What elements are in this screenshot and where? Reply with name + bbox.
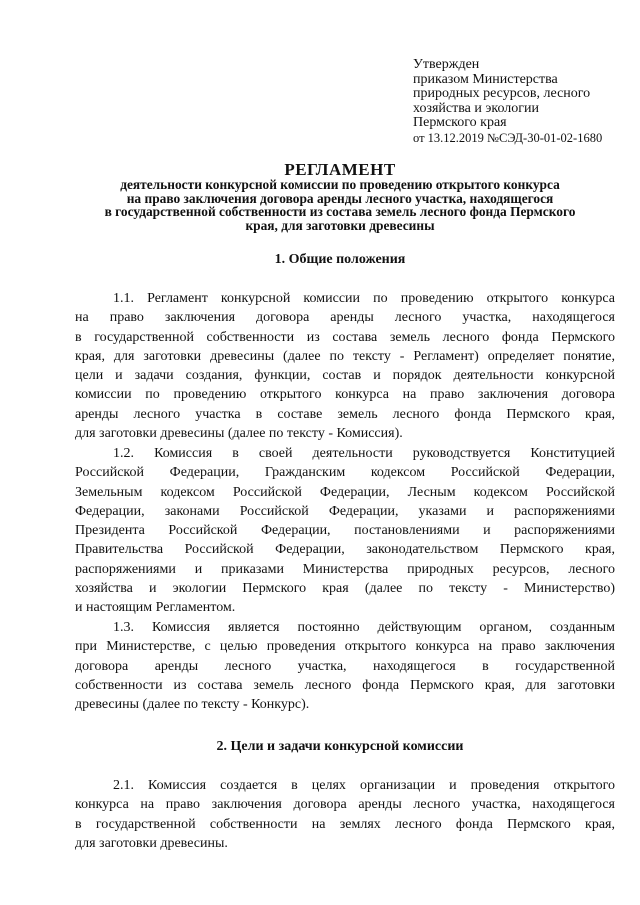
text-line: 2.1. Комиссия создается в целях организации и проведения открытого <box>113 778 615 793</box>
approval-stamp <box>413 58 637 145</box>
subtitle-line: на право заключения договора аренды лесного участка, находящегося <box>126 190 554 206</box>
text-line: для заготовки древесины. <box>75 835 228 851</box>
text-line: конкурса на право заключения договора аренды лесного участка, находящегося <box>75 797 615 813</box>
approval-date: от 13.12.2019 №СЭД-30-01-02-1680 <box>413 130 603 145</box>
text-line: для заготовки древесины (далее по тексту - Комиссия). <box>75 426 403 442</box>
paragraph-1-3 <box>75 618 615 714</box>
text-line: собственности из состава земель лесного фонда Пермского края, для заготовки <box>75 677 615 693</box>
paragraph-2-1 <box>75 776 615 853</box>
approval-line: хозяйства и экологии <box>413 100 540 116</box>
text-line: Земельным кодексом Российской Федерации, Лесным кодексом Российской <box>75 484 615 500</box>
text-line: в государственной собственности из состава земель лесного фонда Пермского <box>75 329 615 345</box>
approval-line: приказом Министерства <box>413 71 558 87</box>
text-line: Российской Федерации, Гражданским кодексом Российской Федерации, <box>75 465 615 481</box>
text-line: 1.2. Комиссия в своей деятельности руководствуется Конституцией <box>113 446 615 461</box>
subtitle-line: деятельности конкурсной комиссии по проведению открытого конкурса <box>120 177 560 192</box>
text-line: цели и задачи создания, функции, состав и порядок деятельности конкурсной <box>75 368 615 384</box>
document-title: РЕГЛАМЕНТ <box>284 160 396 179</box>
text-line: хозяйства и экологии Пермского края (далее по тексту - Министерство) <box>75 581 615 597</box>
subtitle-line: края, для заготовки древесины <box>245 217 435 233</box>
section-heading-1: 1. Общие положения <box>274 252 406 267</box>
approval-line: природных ресурсов, лесного <box>413 86 591 101</box>
section-heading-2: 2. Цели и задачи конкурсной комиссии <box>216 739 464 754</box>
text-line: договора аренды лесного участка, находящегося в государственной <box>75 658 615 674</box>
text-line: распоряжениями и приказами Министерства природных ресурсов, лесного <box>75 561 615 577</box>
text-line: края, для заготовки древесины (далее по тексту - Регламент) определяет понятие, <box>75 348 615 364</box>
text-line: древесины (далее по тексту - Конкурс). <box>75 697 310 713</box>
subtitle-line: в государственной собственности из состава земель лесного фонда Пермского <box>104 204 576 219</box>
text-line: на право заключения договора аренды лесного участка, находящегося <box>75 310 615 326</box>
text-line: 1.3. Комиссия является постоянно действующим органом, созданным <box>113 620 615 635</box>
approval-line: Пермского края <box>413 115 507 130</box>
paragraph-1-2 <box>75 444 615 618</box>
text-line: 1.1. Регламент конкурсной комиссии по проведению открытого конкурса <box>113 291 615 306</box>
text-line: Федерации, законами Российской Федерации, указами и распоряжениями <box>75 503 615 519</box>
text-line: комиссии по проведению открытого конкурса на право заключения договора <box>75 387 615 403</box>
text-line: при Министерстве, с целью проведения открытого конкурса на право заключения <box>75 639 615 655</box>
document-subtitle <box>60 178 620 232</box>
text-line: Правительства Российской Федерации, законодательством Пермского края, <box>75 542 615 558</box>
text-line: и настоящим Регламентом. <box>75 600 236 616</box>
text-line: аренды лесного участка в составе земель лесного фонда Пермского края, <box>75 406 615 422</box>
text-line: в государственной собственности на землях лесного фонда Пермского края, <box>75 816 615 832</box>
approval-line: Утвержден <box>413 57 480 72</box>
paragraph-1-1 <box>75 289 615 443</box>
text-line: Президента Российской Федерации, постановлениями и распоряжениями <box>75 523 615 539</box>
